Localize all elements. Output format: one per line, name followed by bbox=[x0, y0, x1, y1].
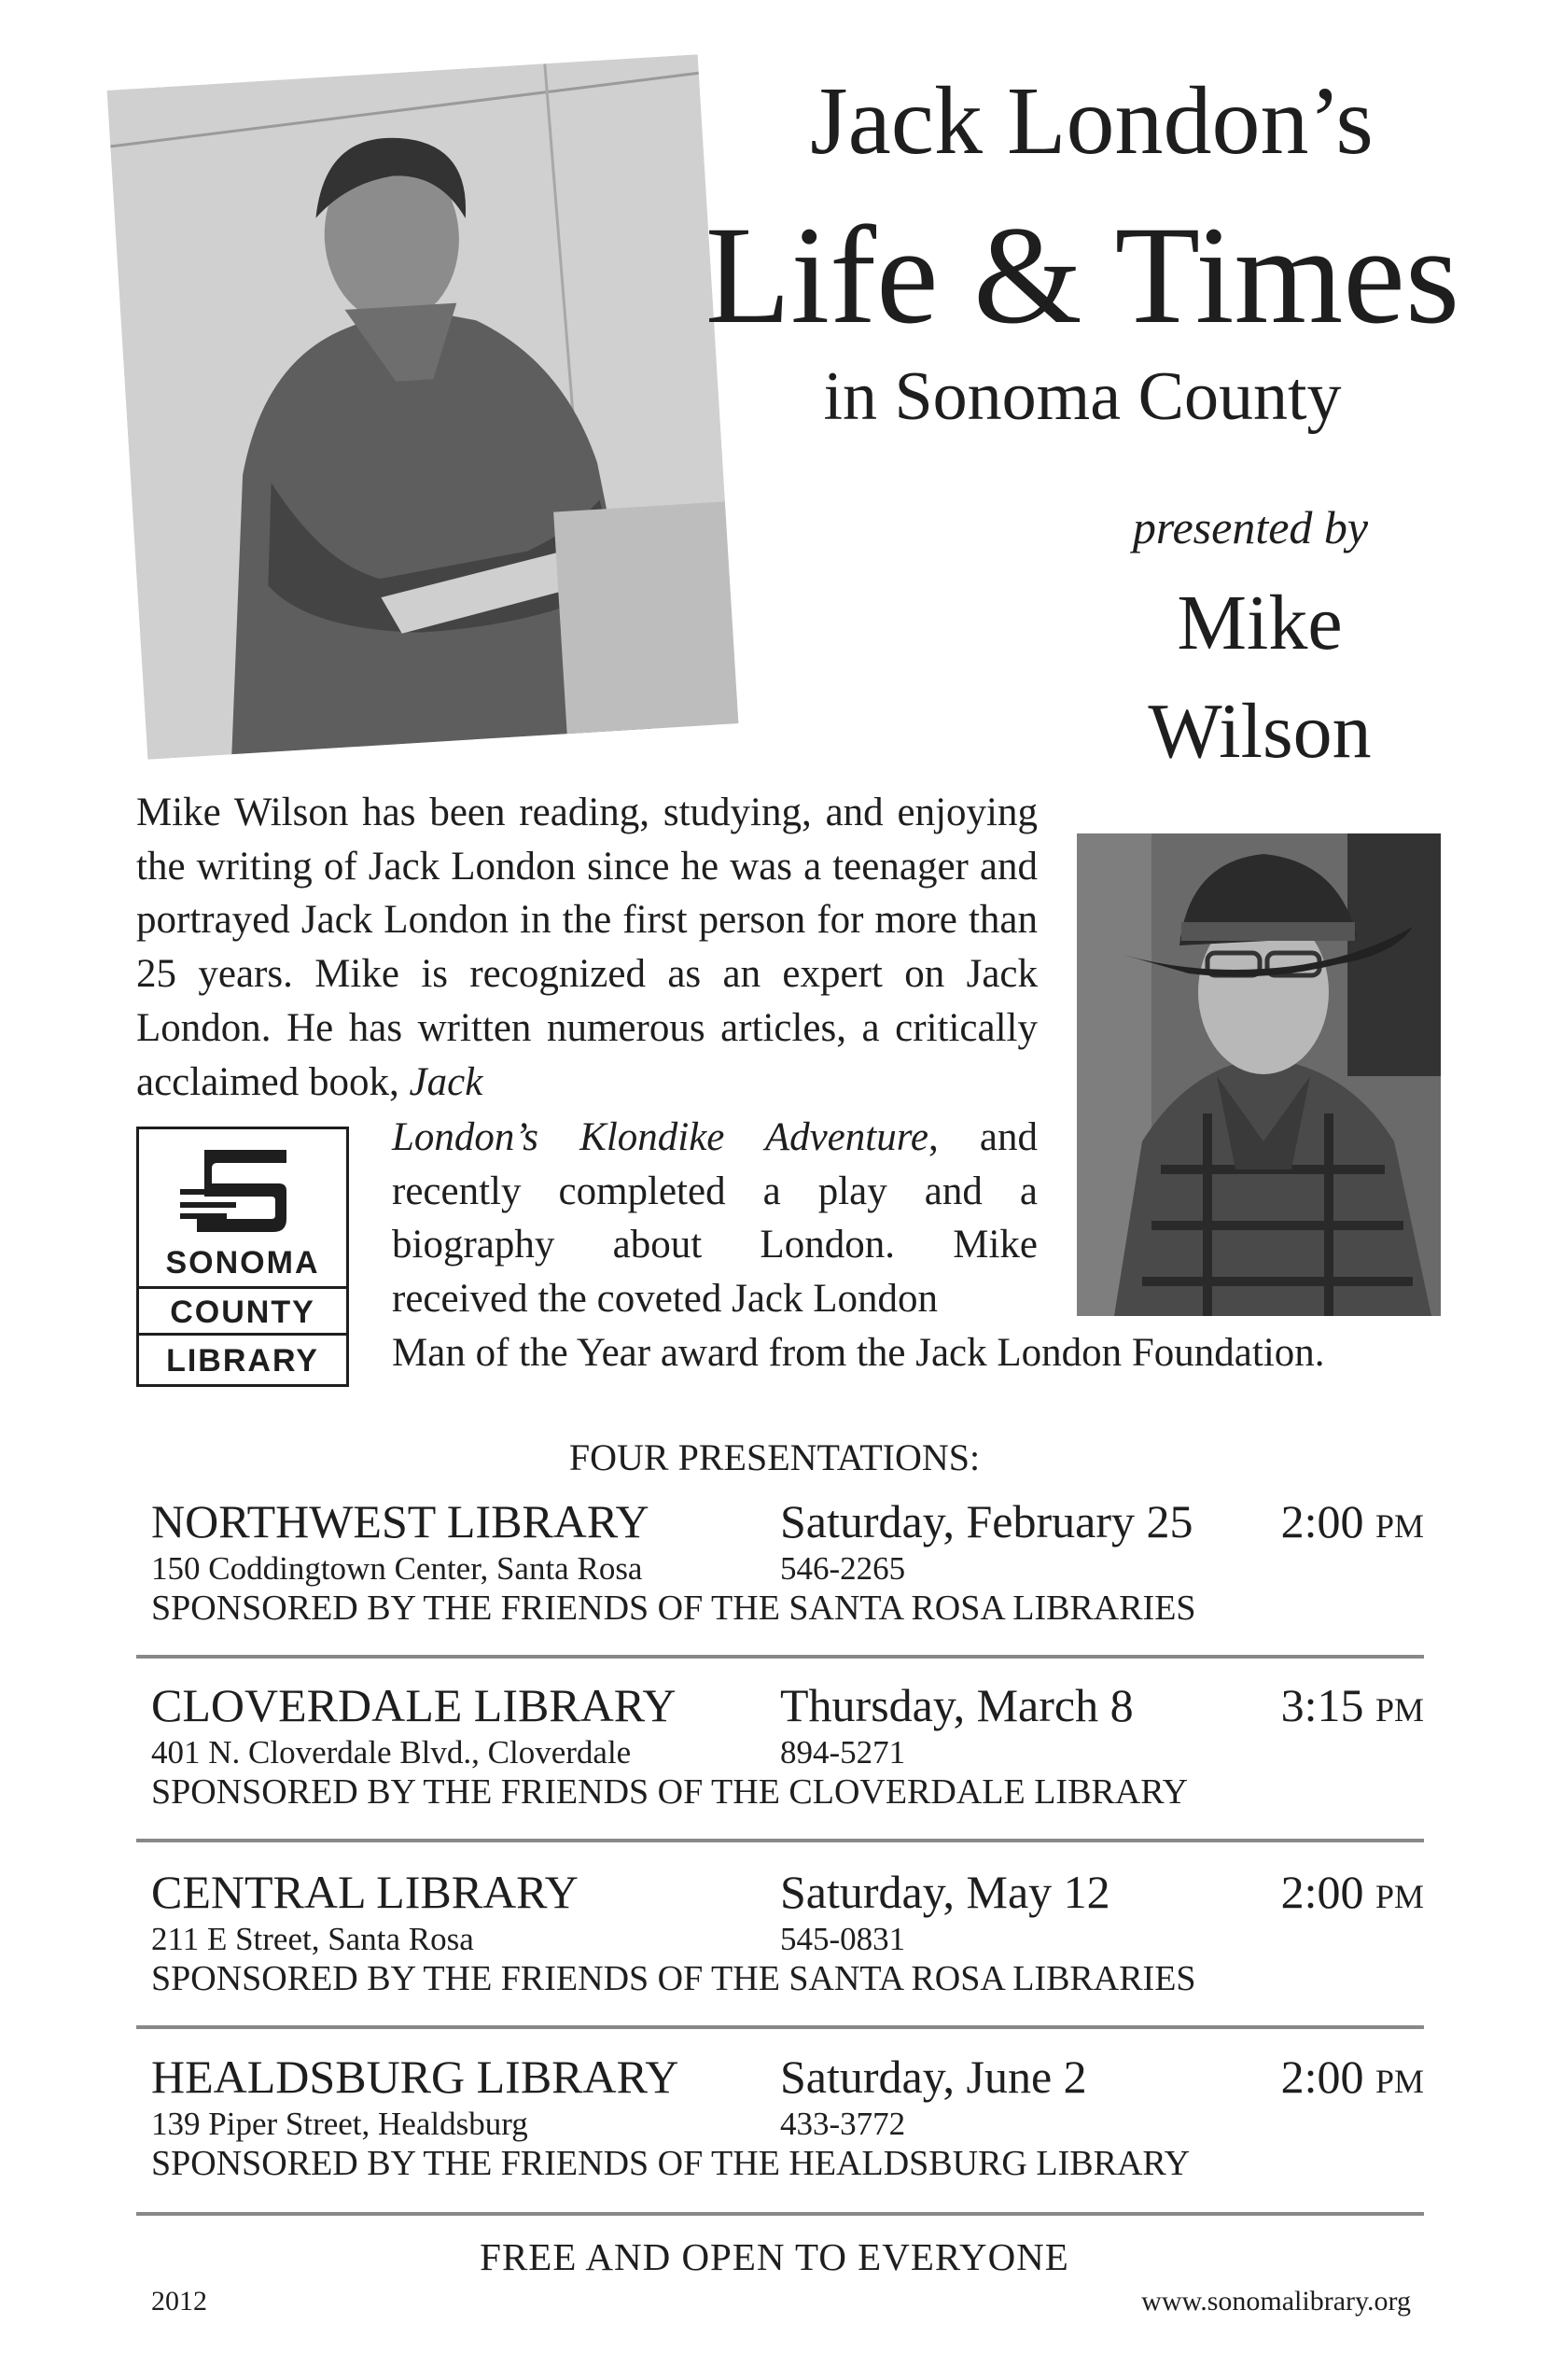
event-time-value: 2:00 bbox=[1280, 1495, 1364, 1547]
divider bbox=[136, 1839, 1424, 1842]
event-address: 139 Piper Street, Healdsburg bbox=[151, 2106, 528, 2142]
title-line-2: Life & Times bbox=[705, 198, 1460, 353]
event-date: Saturday, May 12 bbox=[780, 1866, 1110, 1918]
event-address: 211 E Street, Santa Rosa bbox=[151, 1921, 474, 1957]
divider bbox=[136, 2025, 1424, 2029]
event-library: HEALDSBURG LIBRARY bbox=[151, 2051, 679, 2103]
divider bbox=[136, 2212, 1424, 2216]
event-time-value: 2:00 bbox=[1280, 1866, 1364, 1918]
event-time-ampm: PM bbox=[1375, 1878, 1424, 1915]
event-phone: 545-0831 bbox=[780, 1921, 906, 1957]
event-phone: 433-3772 bbox=[780, 2106, 906, 2142]
bio-paragraph-top bbox=[136, 786, 1038, 1109]
event-time-value: 2:00 bbox=[1280, 2051, 1364, 2103]
event-healdsburg bbox=[136, 2049, 1424, 2198]
event-time-ampm: PM bbox=[1375, 1507, 1424, 1545]
bio-text: Mike Wilson has been reading, studying, and enjoying the writing of Jack London since he was a teenager and portrayed Jack London in the first person for more than 25 years. Mike is recognized as an expert on Jack London. He has written numerous articles, a critically acclaimed book, bbox=[136, 791, 1038, 1104]
title-line-3: in Sonoma County bbox=[823, 358, 1342, 435]
book-title: Jack bbox=[409, 1059, 483, 1104]
logo-word-sonoma: SONOMA bbox=[165, 1245, 320, 1281]
event-date: Saturday, June 2 bbox=[780, 2051, 1087, 2103]
presenter-last-name: Wilson bbox=[1148, 688, 1372, 775]
presenter-first-name: Mike bbox=[1177, 580, 1343, 666]
mike-wilson-photo bbox=[1077, 833, 1441, 1316]
event-time bbox=[1281, 1493, 1424, 1554]
event-time bbox=[1281, 1677, 1424, 1738]
event-time bbox=[1281, 2049, 1424, 2109]
logo-word-library: LIBRARY bbox=[139, 1333, 346, 1387]
event-sponsor: SPONSORED BY THE FRIENDS OF THE HEALDSBURG LIBRARY bbox=[151, 2144, 1191, 2183]
sonoma-county-library-logo bbox=[136, 1127, 349, 1387]
event-sponsor: SPONSORED BY THE FRIENDS OF THE CLOVERDALE LIBRARY bbox=[151, 1772, 1188, 1812]
event-time-ampm: PM bbox=[1375, 2063, 1424, 2100]
jack-london-photo bbox=[107, 54, 739, 759]
free-admission-note: FREE AND OPEN TO EVERYONE bbox=[480, 2235, 1069, 2278]
event-date: Thursday, March 8 bbox=[780, 1679, 1134, 1731]
bio-paragraph-bottom bbox=[392, 1111, 1038, 1326]
website-link[interactable]: www.sonomalibrary.org bbox=[1141, 2286, 1411, 2317]
presenter-name bbox=[1073, 569, 1446, 786]
event-date: Saturday, February 25 bbox=[780, 1495, 1193, 1547]
event-library: CENTRAL LIBRARY bbox=[151, 1866, 579, 1918]
event-address: 150 Coddingtown Center, Santa Rosa bbox=[151, 1550, 643, 1587]
event-library: NORTHWEST LIBRARY bbox=[151, 1495, 649, 1547]
divider bbox=[136, 1655, 1424, 1659]
event-sponsor: SPONSORED BY THE FRIENDS OF THE SANTA ROSA LIBRARIES bbox=[151, 1589, 1196, 1628]
library-s-mark-icon bbox=[176, 1146, 307, 1236]
event-sponsor: SPONSORED BY THE FRIENDS OF THE SANTA ROSA LIBRARIES bbox=[151, 1959, 1196, 1998]
title-line-1: Jack London’s bbox=[810, 67, 1374, 175]
event-address: 401 N. Cloverdale Blvd., Cloverdale bbox=[151, 1734, 632, 1771]
book-title-continued: London’s Klondike Adventure bbox=[392, 1115, 928, 1159]
event-time bbox=[1281, 1864, 1424, 1925]
bio-last-line: Man of the Year award from the Jack London Foundation. bbox=[392, 1331, 1325, 1375]
event-central bbox=[136, 1864, 1424, 2013]
event-time-ampm: PM bbox=[1375, 1691, 1424, 1729]
event-library: CLOVERDALE LIBRARY bbox=[151, 1679, 677, 1731]
year: 2012 bbox=[151, 2286, 207, 2317]
event-cloverdale bbox=[136, 1677, 1424, 1827]
event-time-value: 3:15 bbox=[1280, 1679, 1364, 1731]
event-phone: 546-2265 bbox=[780, 1550, 906, 1587]
logo-word-county: COUNTY bbox=[139, 1286, 346, 1336]
bio-text-continued: , and recently completed a play and a biography about London. Mike received the coveted Jack London bbox=[392, 1115, 1038, 1322]
event-northwest bbox=[136, 1493, 1424, 1643]
event-phone: 894-5271 bbox=[780, 1734, 906, 1771]
presentations-heading: FOUR PRESENTATIONS: bbox=[568, 1436, 981, 1478]
presented-by: presented by bbox=[1132, 501, 1369, 553]
